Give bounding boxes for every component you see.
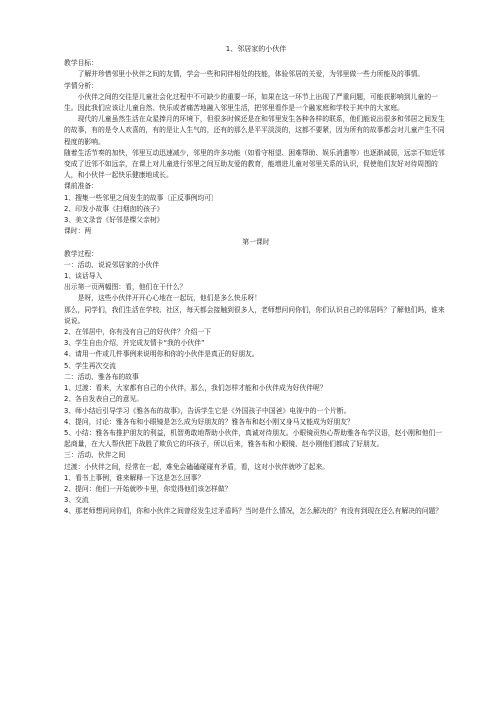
paragraph: 2、提问：他们一开始就吵卡里，你觉得他们该怎样做？ bbox=[64, 484, 232, 493]
paragraph: 课前准备： bbox=[64, 182, 98, 191]
paragraph: 三：活动、伙伴之间 bbox=[64, 451, 126, 460]
paragraph: 1、看书上事例，谁来解释一下这是怎么回事？ bbox=[64, 473, 205, 482]
paragraph: 2、印发小故事《扫烟囱的孩子》 bbox=[64, 204, 164, 213]
paragraph: 随着生活节奏的加快，邻里互动迅速减少，邻里的许多功能（如看守相望、困难帮助、娱乐消遣等）也逐渐减弱，远亲不如近邻变成了近邻不如远亲，在课上对儿童进行邻里之间互助友爱的教育，能增进儿童对邻里关系的认识，促使他们友好对待周围的人，和小伙伴一起快乐健康地成长。 bbox=[64, 148, 445, 180]
paragraph: 二：活动、雅各布的故事 bbox=[64, 372, 139, 381]
paragraph: 5、学生再次交流 bbox=[64, 361, 116, 370]
paragraph: 3、学生自由介绍，并完成友情卡“我的小伙伴” bbox=[64, 339, 205, 348]
paragraph: 1、搜集一些邻里之间发生的故事〔正反事例均可〕 bbox=[64, 193, 218, 202]
paragraph: 4、那老师想问问你们，你和小伙伴之间曾经发生过矛盾吗？当时是什么情况，怎么解决的？有没有到现在还么有解决的问题？ bbox=[64, 507, 443, 516]
paragraph: 4、提问，讨论：雅各布和小眼镜是怎么成为好朋友的？雅各布和赵小刚又身马又能成为好朋友？ bbox=[64, 417, 354, 426]
paragraph: 小伙伴之间的交往是儿童社会化过程中不可缺少的重要一环，如果在这一环节上出现了严重问题，可能获影响到儿童的一生。因此我们应该让儿童自然、快乐或者痛苦地融入邻里生活，把邻里看作是一个融家庭和学校于其中的大家庭。 bbox=[64, 92, 438, 113]
document-body bbox=[64, 58, 448, 517]
paragraph: 3、师小结后引导学习《雅各布的故事》，告诉学生它是《外国孩子中国爸》电视中的一个片断。 bbox=[64, 406, 351, 415]
paragraph: 出示第一页两幅图：看，他们在干什么？ bbox=[64, 283, 187, 292]
paragraph: 教学过程： bbox=[64, 249, 98, 258]
paragraph: 一：活动、说说邻居家的小伙伴 bbox=[64, 260, 160, 269]
paragraph: 过渡：小伙伴之间，经常在一起，难免会磕磕碰碰有矛盾，看，这对小伙伴就吵了起来。 bbox=[64, 462, 330, 471]
paragraph: 是呀，这些小伙伴开开心心地在一起玩，他们是多么快乐呀！ bbox=[77, 294, 262, 303]
paragraph: 1、过渡：看来，大家都有自己的小伙伴，那么，我们怎样才能和小伙伴成为好伙伴呢？ bbox=[64, 384, 327, 393]
paragraph: 了解并珍惜邻里小伙伴之间的友情，学会一些和同伴相处的技能，体验邻居的关爱，为邻里做一些力所能及的事情。 bbox=[77, 70, 425, 79]
paragraph: 2、在邻居中，你有没有自己的好伙伴？介绍一下 bbox=[64, 328, 212, 337]
paragraph: 那么，同学们，我们生活在学校、社区，每天都会接触到很多人，老师想问问你们，你们认识自己的邻居吗？了解他们吗，谁来说说。 bbox=[64, 305, 445, 325]
paragraph: 2、各自发表自己的意见。 bbox=[64, 395, 144, 404]
paragraph: 4、请用一件或几件事例来说明你和你的小伙伴是真正的好朋友。 bbox=[64, 350, 259, 359]
paragraph: 教学目标： bbox=[64, 59, 98, 68]
paragraph: 课时：两 bbox=[64, 227, 92, 236]
paragraph: 学情分析： bbox=[64, 81, 98, 90]
section-heading: 第一课时 bbox=[242, 238, 270, 247]
paragraph: 3、美文录音《好邻是棵父亲树》 bbox=[64, 216, 164, 225]
paragraph: 3、交流 bbox=[64, 496, 89, 505]
paragraph: 现代的儿童虽然生活在众星捧月的环境下，但很多时候还是在和邻里发生各种各样的联系，他们能说出很多和邻居之间发生的故事，有的是令人欢喜的，有的是让人生气的，还有的那么是平平淡淡的，这都不要紧，因为所有的故事都会对儿童产生不同程度的影响。 bbox=[64, 115, 445, 146]
paragraph: 1、谈话导入 bbox=[64, 272, 103, 281]
document-title: 1、邻居家的小伙伴 bbox=[225, 45, 287, 53]
paragraph: 5、小结：雅各布推护朋友的利益，机智勇敢地帮助小伙伴，真诚对待朋友。小眼镜贡热心帮助雅各布学汉语，赵小刚和他们一起商量，在大人帮伙把下战胜了欺负它的坏孩子，所以后来，雅各布和小眼镜、赵小刚他们都成了好朋友。 bbox=[64, 428, 443, 449]
